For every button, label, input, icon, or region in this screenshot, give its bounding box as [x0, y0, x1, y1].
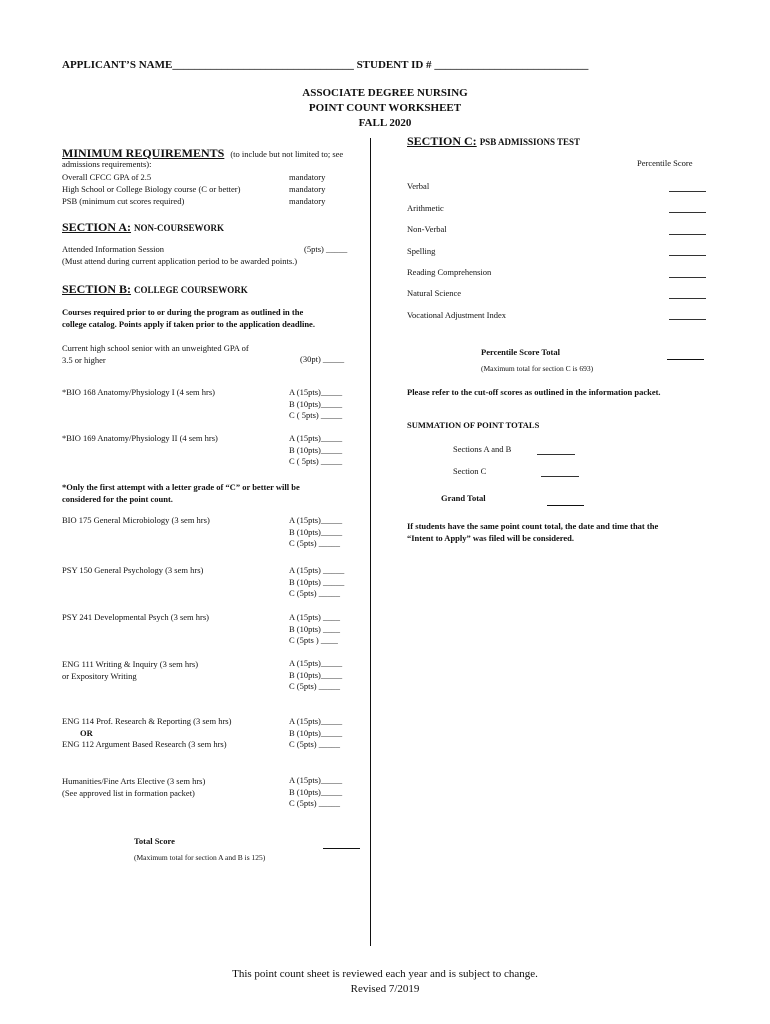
- minimum-item: Overall CFCC GPA of 2.5: [62, 172, 152, 182]
- bio175-grades[interactable]: A (15pts)_____ B (10pts)_____ C (5pts) _____: [289, 515, 343, 548]
- score-blank[interactable]: [669, 298, 706, 299]
- bio169-label: *BIO 169 Anatomy/Physiology II (4 sem hrs): [62, 433, 218, 443]
- minimum-requirements-heading: MINIMUM REQUIREMENTS (to include but not limited to; see: [62, 146, 344, 160]
- student-id-label: STUDENT ID #: [356, 59, 432, 71]
- humanities-grades[interactable]: A (15pts)_____ B (10pts)_____ C (5pts) _____: [289, 775, 343, 808]
- percentile-score-header: Percentile Score: [637, 158, 693, 168]
- page-title: [0, 86, 770, 131]
- score-blank[interactable]: [669, 234, 706, 235]
- percentile-total-blank[interactable]: [667, 359, 704, 360]
- column-divider: [370, 138, 371, 946]
- eng111-grades[interactable]: A (15pts)_____ B (10pts)_____ C (5pts) _____: [289, 658, 343, 691]
- title-line-2: POINT COUNT WORKSHEET: [308, 102, 462, 114]
- mandatory-status: mandatory: [289, 196, 326, 206]
- psy150-grades[interactable]: A (15pts) _____ B (10pts) _____ C (5pts) _____: [289, 565, 345, 598]
- test-vocational-adjustment: Vocational Adjustment Index: [407, 310, 506, 320]
- gpa-points[interactable]: (30pt) _____: [300, 354, 345, 364]
- total-score-blank[interactable]: [323, 848, 360, 849]
- test-reading-comprehension: Reading Comprehension: [407, 267, 492, 277]
- title-line-3: FALL 2020: [358, 117, 412, 129]
- minimum-item: PSB (minimum cut scores required): [62, 196, 185, 206]
- score-blank[interactable]: [669, 319, 706, 320]
- footer-review-note: This point count sheet is reviewed each year and is subject to change.: [232, 968, 538, 980]
- section-b-heading: SECTION B: COLLEGE COURSEWORK: [62, 282, 248, 296]
- info-session-label: Attended Information Session: [62, 244, 164, 254]
- grand-total-label: Grand Total: [441, 493, 486, 503]
- info-session-note: (Must attend during current application period to be awarded points.): [62, 256, 298, 266]
- eng114-112-label: ENG 114 Prof. Research & Reporting (3 sem hrs) OR ENG 112 Argument Based Research (3 sem hrs): [62, 716, 232, 749]
- footer: [0, 967, 770, 997]
- footer-revised: Revised 7/2019: [350, 983, 420, 995]
- minimum-item: High School or College Biology course (C or better): [62, 184, 241, 194]
- score-blank[interactable]: [669, 212, 706, 213]
- total-score-label: Total Score: [134, 836, 175, 846]
- minimum-list: [62, 171, 240, 207]
- grand-total-blank[interactable]: [547, 505, 584, 506]
- test-arithmetic: Arithmetic: [407, 203, 444, 213]
- humanities-label: Humanities/Fine Arts Elective (3 sem hrs) (See approved list in formation packet): [62, 776, 206, 798]
- section-b-intro: Courses required prior to or during the program as outlined in the college catalog. Points apply if taken prior to the application deadline.: [62, 307, 315, 329]
- applicant-name-blank[interactable]: _________________________________: [172, 59, 354, 71]
- test-natural-science: Natural Science: [407, 288, 462, 298]
- student-id-blank[interactable]: ____________________________: [434, 59, 589, 71]
- test-non-verbal: Non-Verbal: [407, 224, 447, 234]
- psy241-label: PSY 241 Developmental Psych (3 sem hrs): [62, 612, 210, 622]
- first-attempt-note: *Only the first attempt with a letter grade of “C” or better will be considered for the point count.: [62, 482, 300, 504]
- test-verbal: Verbal: [407, 181, 430, 191]
- mandatory-status: mandatory: [289, 184, 326, 194]
- section-c-label: Section C: [453, 466, 487, 476]
- section-a-heading: SECTION A: NON-COURSEWORK: [62, 220, 225, 234]
- score-blank[interactable]: [669, 191, 706, 192]
- minimum-status-list: [289, 171, 325, 207]
- eng111-label: ENG 111 Writing & Inquiry (3 sem hrs) or Expository Writing: [62, 659, 199, 681]
- sections-ab-blank[interactable]: [537, 454, 575, 455]
- psy241-grades[interactable]: A (15pts) ____ B (10pts) ____ C (5pts ) ____: [289, 612, 340, 645]
- cutoff-note: Please refer to the cut-off scores as outlined in the information packet.: [407, 387, 661, 397]
- test-spelling: Spelling: [407, 246, 436, 256]
- total-score-note: (Maximum total for section A and B is 125): [134, 853, 266, 862]
- minimum-note: admissions requirements):: [62, 159, 152, 169]
- applicant-line[interactable]: [62, 59, 588, 71]
- sections-ab-label: Sections A and B: [453, 444, 512, 454]
- bio168-grades[interactable]: A (15pts)_____ B (10pts)_____ C ( 5pts) _____: [289, 387, 343, 420]
- percentile-total-label: Percentile Score Total: [481, 347, 561, 357]
- psy150-label: PSY 150 General Psychology (3 sem hrs): [62, 565, 204, 575]
- eng114-112-grades[interactable]: A (15pts)_____ B (10pts)_____ C (5pts) _____: [289, 716, 343, 749]
- mandatory-status: mandatory: [289, 172, 326, 182]
- applicant-name-label: APPLICANT’S NAME: [62, 59, 173, 71]
- summation-heading: SUMMATION OF POINT TOTALS: [407, 420, 540, 430]
- bio175-label: BIO 175 General Microbiology (3 sem hrs): [62, 515, 210, 525]
- info-session-points[interactable]: (5pts) _____: [304, 244, 348, 254]
- percentile-total-note: (Maximum total for section C is 693): [481, 364, 594, 373]
- score-blank[interactable]: [669, 277, 706, 278]
- score-blank[interactable]: [669, 255, 706, 256]
- tie-breaker-note: If students have the same point count total, the date and time that the “Intent to Apply” was filed will be considered.: [407, 521, 659, 543]
- section-c-blank[interactable]: [541, 476, 579, 477]
- gpa-criterion: Current high school senior with an unweighted GPA of 3.5 or higher: [62, 343, 249, 365]
- title-line-1: ASSOCIATE DEGREE NURSING: [302, 87, 468, 99]
- section-c-heading: SECTION C: PSB ADMISSIONS TEST: [407, 134, 581, 148]
- bio168-label: *BIO 168 Anatomy/Physiology I (4 sem hrs): [62, 387, 215, 397]
- bio169-grades[interactable]: A (15pts)_____ B (10pts)_____ C ( 5pts) _____: [289, 433, 343, 466]
